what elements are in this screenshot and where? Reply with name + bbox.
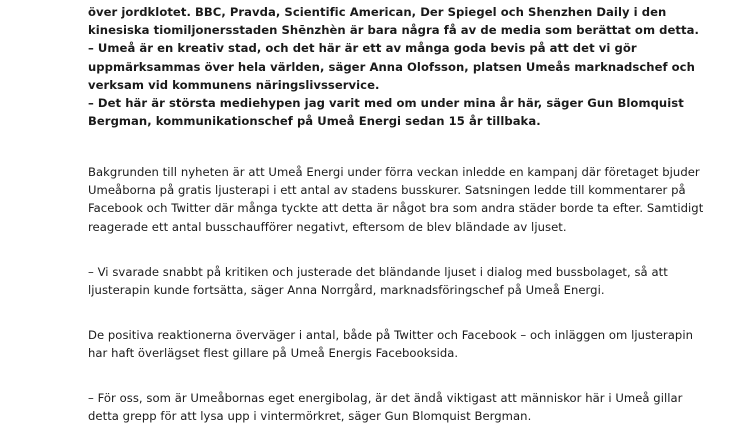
paragraph-line: Bakgrunden till nyheten är att Umeå Energi under förra veckan inledde en kampanj där företaget bjuder [88, 165, 700, 179]
bold-line: över jordklotet. BBC, Pravda, Scientific American, Der Spiegel och Shenzhen Daily i den [88, 5, 667, 19]
bold-line: – Det här är största mediehypen jag varit med om under mina år här, säger Gun Blomquist [88, 96, 684, 111]
bold-line: verksam vid kommunens näringslivsservice. [88, 77, 380, 92]
bold-line: uppmärksammas över hela världen, säger Anna Olofsson, platsen Umeås marknadschef och [88, 59, 695, 74]
paragraph-line: – För oss, som är Umeåbornas eget energibolag, är det ändå viktigast att människor här i Umeå gillar [88, 391, 683, 405]
paragraph-line: De positiva reaktionerna överväger i antal, både på Twitter och Facebook – och inläggen om ljusterapin [88, 328, 693, 342]
paragraph-line: reagerade ett antal busschaufförer negativt, eftersom de blev bländade av ljuset. [88, 219, 567, 234]
paragraph-line: ljusterapin kunde fortsätta, säger Anna Norrgård, marknadsföringschef på Umeå Energi. [88, 283, 605, 298]
paragraph-background [88, 163, 704, 236]
bold-intro-block [88, 3, 708, 130]
paragraph-line: har haft överlägset flest gillare på Umeå Energis Facebooksida. [88, 346, 459, 361]
paragraph-line: Umeåborna på gratis ljusterapi i ett antal av stadens busskurer. Satsningen ledde till kommentarer på [88, 183, 686, 198]
paragraph-line: Facebook och Twitter där många tyckte att detta är något bra som andra städer borde ta efter. Samtidigt [88, 201, 704, 216]
bold-line: – Umeå är en kreativ stad, och det här är ett av många goda bevis på att det vi gör [88, 41, 637, 56]
bold-line: kinesiska tiomiljonersstaden Shēnzhèn är bara några få av de media som berättat om detta. [88, 23, 699, 38]
paragraph-line: detta grepp för att lysa upp i vintermörkret, säger Gun Blomquist Bergman. [88, 409, 532, 424]
paragraph-quote-bergman [88, 389, 688, 425]
bold-line: Bergman, kommunikationschef på Umeå Energi sedan 15 år tillbaka. [88, 114, 541, 129]
paragraph-line: – Vi svarade snabbt på kritiken och justerade det bländande ljuset i dialog med bussbolaget, så att [88, 265, 668, 279]
paragraph-quote-norrgard [88, 263, 688, 299]
paragraph-positive-reactions [88, 326, 693, 362]
